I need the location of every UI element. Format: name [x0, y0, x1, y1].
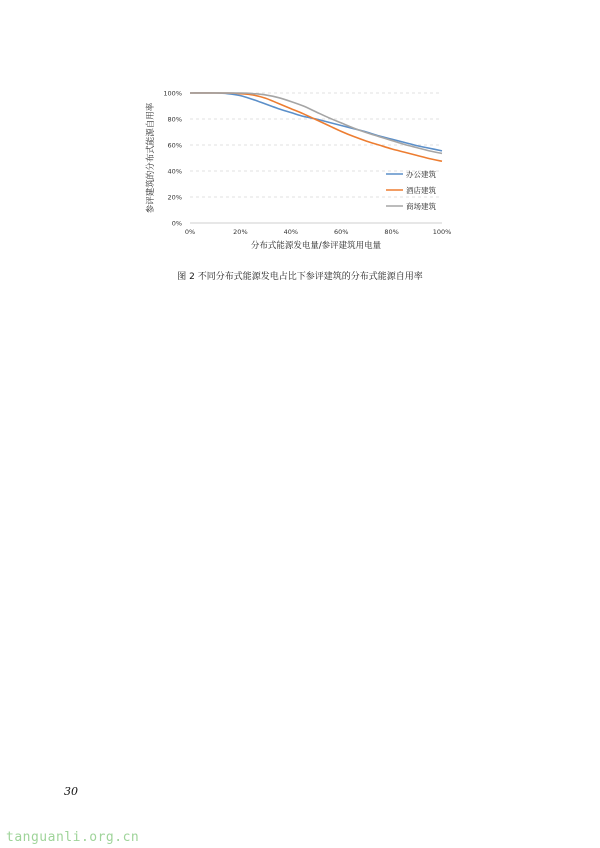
x-tick-label: 20%: [233, 228, 248, 236]
figure-caption: 图 2 不同分布式能源发电占比下参评建筑的分布式能源自用率: [177, 272, 423, 282]
axes: [163, 90, 451, 237]
legend-label: 办公建筑: [406, 169, 436, 179]
x-tick-label: 40%: [283, 228, 299, 236]
page-number: 30: [64, 785, 78, 798]
y-tick-label: 20%: [167, 193, 182, 202]
x-axis-label: 分布式能源发电量/参评建筑用电量: [250, 241, 382, 251]
x-tick-label: 80%: [384, 228, 399, 236]
y-tick-label: 40%: [167, 167, 182, 176]
y-axis-label: 参评建筑的分布式能源自用率: [146, 102, 156, 214]
line-chart: [140, 80, 470, 260]
y-tick-label: 100%: [163, 89, 182, 98]
legend-label: 酒店建筑: [406, 185, 436, 195]
series-lines: [190, 93, 442, 161]
y-tick-label: 60%: [167, 141, 182, 150]
series-line: [190, 93, 442, 161]
x-tick-label: 60%: [333, 228, 349, 236]
y-tick-label: 0%: [171, 219, 182, 228]
y-tick-label: 80%: [167, 115, 182, 124]
legend: [386, 169, 436, 211]
series-line: [190, 93, 442, 153]
x-tick-label: 0%: [184, 228, 196, 236]
watermark: tanguanli.org.cn: [6, 830, 140, 845]
series-line: [190, 93, 442, 151]
legend-label: 商场建筑: [406, 201, 436, 211]
x-tick-label: 100%: [432, 228, 452, 236]
